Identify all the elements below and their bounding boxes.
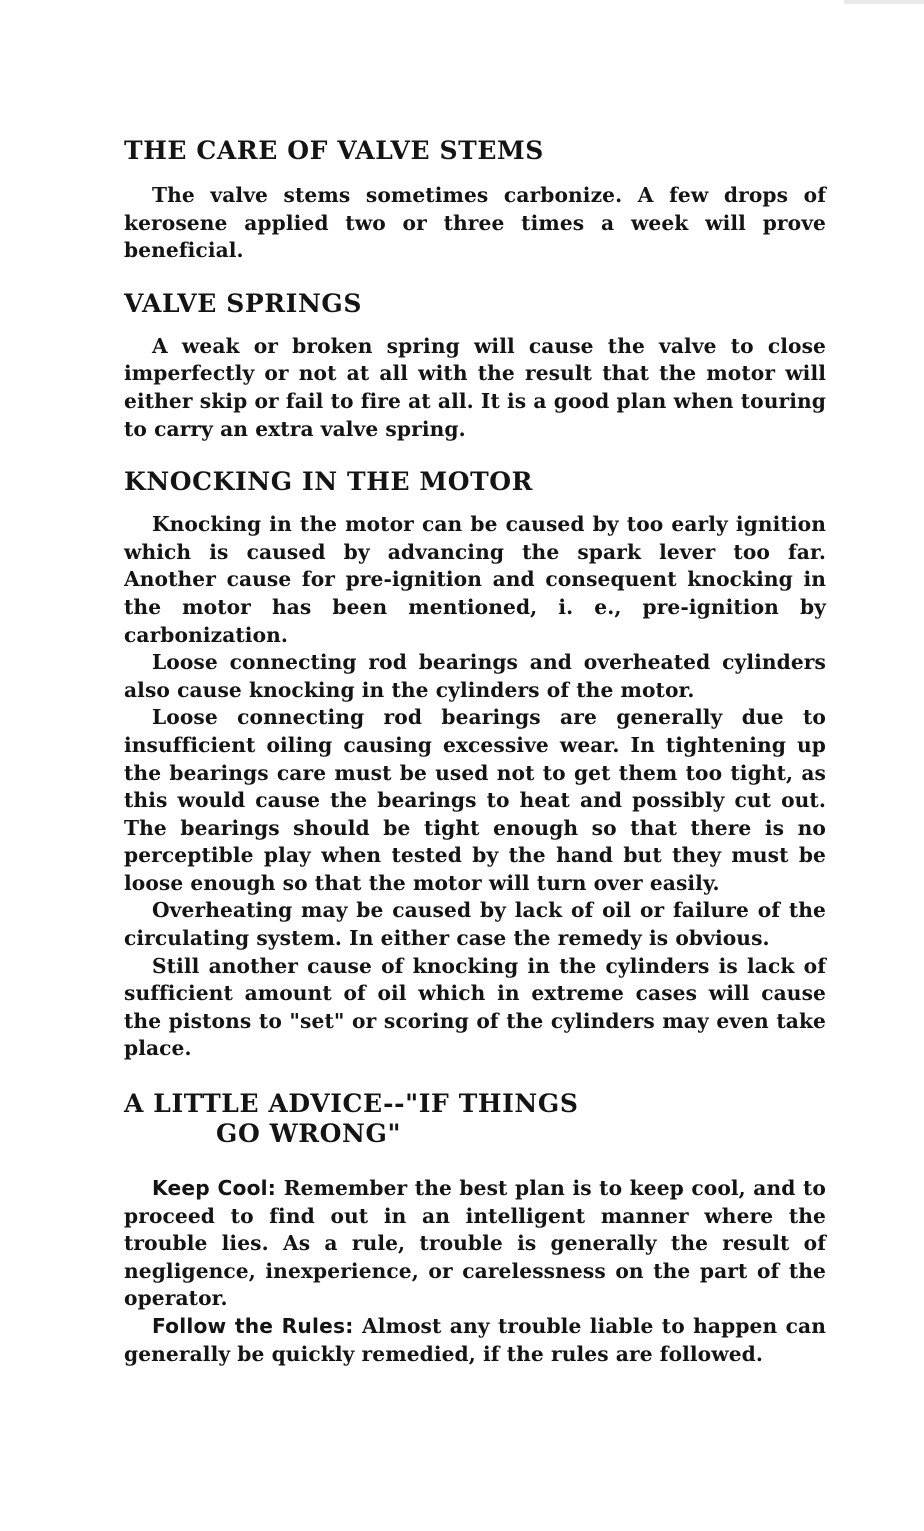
paragraph-knocking-4: Overheating may be caused by lack of oil or failure of the circulating system. In either case the remedy is obvious.: [124, 898, 826, 951]
heading-knocking: KNOCKING IN THE MOTOR: [124, 467, 534, 497]
paragraph-knocking-1: Knocking in the motor can be caused by too early ignition which is caused by advancing the spark lever too far. Another cause for pre-ignition and consequent knocking in the motor has been mentioned, i. e., pre-ignition by carbonization.: [124, 512, 826, 647]
follow-rules-text: Almost any trouble liable to happen can generally be quickly remedied, if the rules are followed.: [124, 1314, 826, 1366]
heading-advice-line-1: A LITTLE ADVICE--"IF THINGS: [124, 1089, 579, 1119]
paragraph-follow-rules: [124, 1313, 826, 1368]
section-knocking: [124, 467, 826, 1063]
paragraph-keep-cool: [124, 1175, 826, 1313]
paragraph-valve-stems-1: The valve stems sometimes carbonize. A few drops of kerosene applied two or three times a week will prove beneficial.: [124, 183, 826, 263]
paragraph-knocking-3: Loose connecting rod bearings are generally due to insufficient oiling causing excessive wear. In tightening up the bearings care must be used not to get them too tight, as this would cause the bearings to heat and possibly cut out. The bearings should be tight enough so that there is no perceptible play when tested by the hand but they must be loose enough so that the motor will turn over easily.: [124, 705, 826, 895]
heading-valve-springs: VALVE SPRINGS: [124, 288, 363, 318]
manual-page: [124, 136, 826, 1368]
paragraph-valve-springs-1: A weak or broken spring will cause the valve to close imperfectly or not at all with the result that the motor will either skip or fail to fire at all. It is a good plan when touring to carry an extra valve spring.: [124, 333, 826, 441]
section-valve-stems: [124, 136, 826, 265]
page-edge-mark: [844, 0, 924, 4]
section-advice: [124, 1089, 826, 1368]
heading-advice-line-2: GO WRONG": [216, 1119, 402, 1149]
heading-advice: [124, 1089, 826, 1149]
keep-cool-text: Remember the best plan is to keep cool, and to proceed to find out in an intelligent manner where the trouble lies. As a rule, trouble is generally the result of negligence, inexperience, or carelessness on the part of the operator.: [124, 1176, 826, 1311]
section-valve-springs: [124, 289, 826, 443]
keep-cool-lead: Keep Cool:: [152, 1176, 284, 1201]
paragraph-knocking-5: Still another cause of knocking in the cylinders is lack of sufficient amount of oil which in extreme cases will cause the pistons to "set" or scoring of the cylinders may even take place.: [124, 953, 826, 1061]
paragraph-knocking-2: Loose connecting rod bearings and overheated cylinders also cause knocking in the cylinders of the motor.: [124, 650, 826, 702]
heading-valve-stems: THE CARE OF VALVE STEMS: [124, 136, 544, 165]
follow-rules-lead: Follow the Rules:: [152, 1314, 362, 1338]
